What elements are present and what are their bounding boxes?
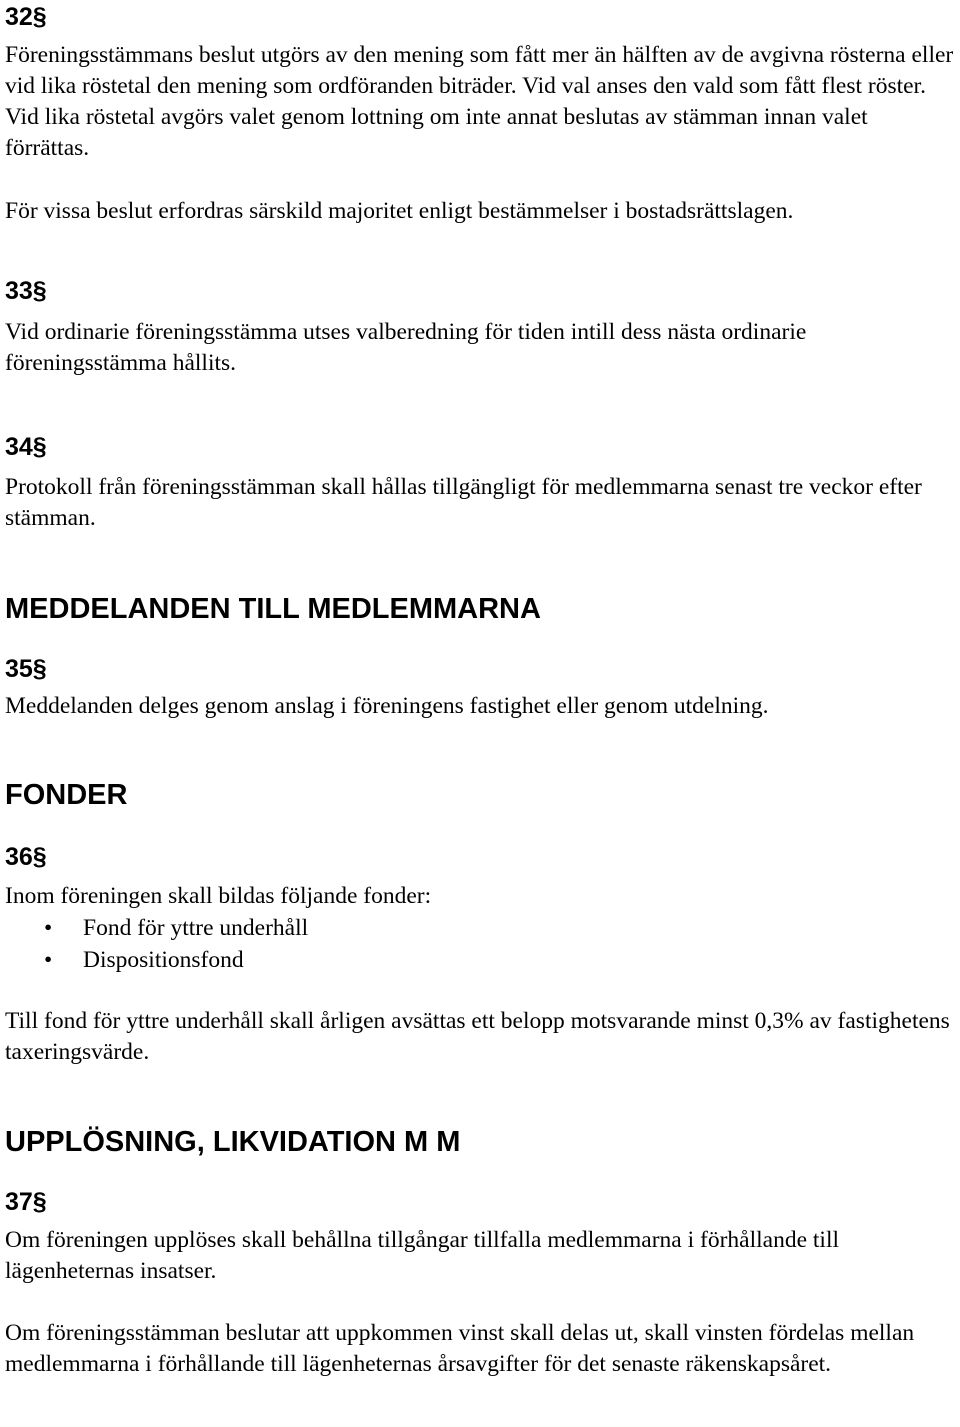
heading-fonder: FONDER xyxy=(5,779,128,811)
heading-meddelanden: MEDDELANDEN TILL MEDLEMMARNA xyxy=(5,593,541,625)
section-32-paragraph-2: För vissa beslut erfordras särskild majoritet enligt bestämmelser i bostadsrättslagen. xyxy=(5,198,794,224)
section-37-paragraph-1: Om föreningen upplöses skall behållna tillgångar tillfalla medlemmarna i förhållande till lägenheternas insatser. xyxy=(5,1227,839,1284)
section-37-paragraph-2: Om föreningsstämman beslutar att uppkommen vinst skall delas ut, skall vinsten fördelas mellan medlemmarna i förhållande till lägenheternas årsavgifter för det senaste räkenskapsåret. xyxy=(5,1320,915,1377)
section-number-37: 37§ xyxy=(5,1188,47,1216)
section-35-paragraph: Meddelanden delges genom anslag i föreningens fastighet eller genom utdelning. xyxy=(5,693,769,719)
fund-list-item-label: Dispositionsfond xyxy=(83,947,244,973)
section-number-35: 35§ xyxy=(5,655,47,683)
section-32-paragraph-1: Föreningsstämmans beslut utgörs av den mening som fått mer än hälften av de avgivna rösterna eller vid lika röstetal den mening som ordföranden biträder. Vid val anses den vald som fått flest röster. Vid lika röstetal avgörs valet genom lottning om inte annat beslutas av stämman innan valet förrättas. xyxy=(5,42,954,161)
fund-list-item xyxy=(5,944,957,976)
fund-list-item-label: Fond för yttre underhåll xyxy=(83,915,309,941)
section-36-paragraph: Till fond för yttre underhåll skall årligen avsättas ett belopp motsvarande minst 0,3% av fastighetens taxeringsvärde. xyxy=(5,1008,950,1065)
bullet-icon: • xyxy=(44,915,53,941)
bullet-icon: • xyxy=(44,947,53,973)
section-number-33: 33§ xyxy=(5,277,47,305)
section-number-34: 34§ xyxy=(5,433,47,461)
section-number-36: 36§ xyxy=(5,843,47,871)
section-33-paragraph: Vid ordinarie föreningsstämma utses valberedning för tiden intill dess nästa ordinarie föreningsstämma hållits. xyxy=(5,319,807,376)
section-34-paragraph: Protokoll från föreningsstämman skall hållas tillgängligt för medlemmarna senast tre veckor efter stämman. xyxy=(5,474,922,531)
fund-list xyxy=(5,912,957,976)
fund-list-item xyxy=(5,912,957,944)
document-page xyxy=(5,0,957,1380)
heading-upplosning: UPPLÖSNING, LIKVIDATION M M xyxy=(5,1126,461,1158)
section-36-intro: Inom föreningen skall bildas följande fonder: xyxy=(5,883,432,909)
section-number-32: 32§ xyxy=(5,3,47,31)
